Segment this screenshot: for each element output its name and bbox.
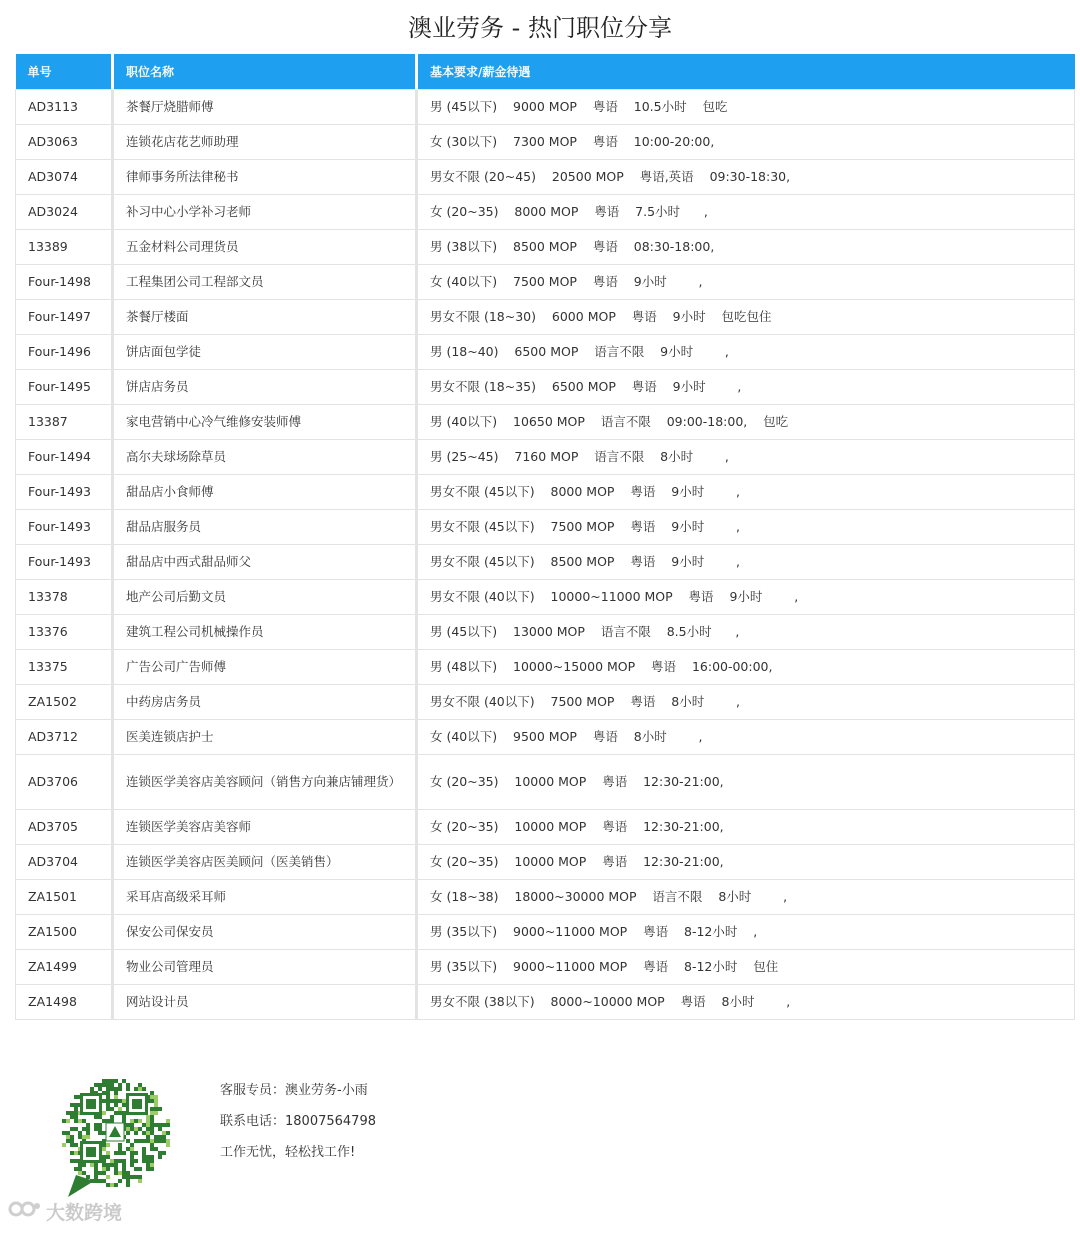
cell-requirements: 男 (18~40) 6500 MOP 语言不限 9小时 ,	[417, 335, 1075, 370]
cell-id: AD3063	[16, 125, 113, 160]
cell-id: AD3704	[16, 845, 113, 880]
cell-id: Four-1493	[16, 545, 113, 580]
watermark-text: 大数跨境	[46, 1201, 123, 1224]
cell-position: 中药房店务员	[113, 685, 417, 720]
cell-position: 网站设计员	[113, 985, 417, 1020]
cell-requirements: 男女不限 (45以下) 7500 MOP 粤语 9小时 ,	[417, 510, 1075, 545]
cell-requirements: 男 (45以下) 13000 MOP 语言不限 8.5小时 ,	[417, 615, 1075, 650]
cell-position: 地产公司后勤文员	[113, 580, 417, 615]
cell-position: 工程集团公司工程部文员	[113, 265, 417, 300]
cell-id: Four-1496	[16, 335, 113, 370]
logo-icon	[8, 1198, 42, 1225]
qr-code	[54, 1075, 174, 1200]
cell-id: Four-1495	[16, 370, 113, 405]
table-row	[16, 950, 1075, 985]
table-row	[16, 475, 1075, 510]
cell-id: Four-1494	[16, 440, 113, 475]
cell-requirements: 女 (30以下) 7300 MOP 粤语 10:00-20:00,	[417, 125, 1075, 160]
cell-id: Four-1493	[16, 510, 113, 545]
cell-position: 律师事务所法律秘书	[113, 160, 417, 195]
cell-requirements: 女 (40以下) 9500 MOP 粤语 8小时 ,	[417, 720, 1075, 755]
table-row	[16, 580, 1075, 615]
cell-id: 13387	[16, 405, 113, 440]
cell-position: 甜品店小食师傅	[113, 475, 417, 510]
table-row	[16, 545, 1075, 580]
cell-position: 医美连锁店护士	[113, 720, 417, 755]
cell-requirements: 男 (35以下) 9000~11000 MOP 粤语 8-12小时 ,	[417, 915, 1075, 950]
cell-position: 保安公司保安员	[113, 915, 417, 950]
table-row	[16, 810, 1075, 845]
cell-id: AD3024	[16, 195, 113, 230]
contact-agent: 客服专员：澳业劳务-小雨	[220, 1083, 368, 1098]
cell-requirements: 男女不限 (18~30) 6000 MOP 粤语 9小时 包吃包住	[417, 300, 1075, 335]
cell-requirements: 男女不限 (20~45) 20500 MOP 粤语,英语 09:30-18:30,	[417, 160, 1075, 195]
cell-id: AD3074	[16, 160, 113, 195]
cell-id: ZA1502	[16, 685, 113, 720]
cell-id: ZA1501	[16, 880, 113, 915]
contact-info	[220, 1080, 376, 1173]
cell-position: 连锁医学美容店美容顾问（销售方向兼店铺理货）	[113, 755, 417, 810]
cell-id: 13378	[16, 580, 113, 615]
cell-position: 连锁医学美容店美容师	[113, 810, 417, 845]
table-row	[16, 265, 1075, 300]
table-row	[16, 845, 1075, 880]
table-row	[16, 405, 1075, 440]
cell-id: Four-1498	[16, 265, 113, 300]
cell-requirements: 女 (20~35) 8000 MOP 粤语 7.5小时 ,	[417, 195, 1075, 230]
table-row	[16, 685, 1075, 720]
cell-id: AD3712	[16, 720, 113, 755]
cell-id: 13389	[16, 230, 113, 265]
contact-slogan: 工作无忧，轻松找工作!	[220, 1145, 356, 1160]
cell-requirements: 男 (25~45) 7160 MOP 语言不限 8小时 ,	[417, 440, 1075, 475]
table-row	[16, 125, 1075, 160]
cell-position: 饼店店务员	[113, 370, 417, 405]
cell-requirements: 女 (20~35) 10000 MOP 粤语 12:30-21:00,	[417, 845, 1075, 880]
cell-requirements: 男女不限 (40以下) 7500 MOP 粤语 8小时 ,	[417, 685, 1075, 720]
table-row	[16, 650, 1075, 685]
table-row	[16, 370, 1075, 405]
cell-position: 建筑工程公司机械操作员	[113, 615, 417, 650]
cell-position: 广告公司广告师傅	[113, 650, 417, 685]
column-header-position: 职位名称	[113, 54, 417, 90]
cell-id: AD3705	[16, 810, 113, 845]
table-row	[16, 720, 1075, 755]
cell-requirements: 男 (35以下) 9000~11000 MOP 粤语 8-12小时 包住	[417, 950, 1075, 985]
cell-requirements: 女 (18~38) 18000~30000 MOP 语言不限 8小时 ,	[417, 880, 1075, 915]
cell-position: 补习中心小学补习老师	[113, 195, 417, 230]
watermark	[8, 1195, 148, 1227]
cell-position: 甜品店服务员	[113, 510, 417, 545]
table-row	[16, 230, 1075, 265]
cell-position: 五金材料公司理货员	[113, 230, 417, 265]
contact-phone: 联系电话：18007564798	[220, 1114, 376, 1129]
cell-requirements: 女 (40以下) 7500 MOP 粤语 9小时 ,	[417, 265, 1075, 300]
table-header-row	[16, 54, 1075, 90]
cell-id: 13376	[16, 615, 113, 650]
page-title: 澳业劳务 - 热门职位分享	[408, 14, 672, 42]
cell-position: 高尔夫球场除草员	[113, 440, 417, 475]
table-row	[16, 985, 1075, 1020]
cell-position: 饼店面包学徒	[113, 335, 417, 370]
cell-position: 连锁花店花艺师助理	[113, 125, 417, 160]
cell-requirements: 男女不限 (40以下) 10000~11000 MOP 粤语 9小时 ,	[417, 580, 1075, 615]
table-row	[16, 300, 1075, 335]
cell-requirements: 男 (45以下) 9000 MOP 粤语 10.5小时 包吃	[417, 90, 1075, 125]
column-header-id: 单号	[16, 54, 113, 90]
cell-id: ZA1499	[16, 950, 113, 985]
table-row	[16, 615, 1075, 650]
cell-position: 连锁医学美容店医美顾问（医美销售）	[113, 845, 417, 880]
table-row	[16, 160, 1075, 195]
table-row	[16, 880, 1075, 915]
cell-id: 13375	[16, 650, 113, 685]
cell-position: 采耳店高级采耳师	[113, 880, 417, 915]
cell-requirements: 男女不限 (18~35) 6500 MOP 粤语 9小时 ,	[417, 370, 1075, 405]
cell-requirements: 男女不限 (45以下) 8500 MOP 粤语 9小时 ,	[417, 545, 1075, 580]
cell-requirements: 男女不限 (38以下) 8000~10000 MOP 粤语 8小时 ,	[417, 985, 1075, 1020]
table-row	[16, 510, 1075, 545]
cell-id: AD3706	[16, 755, 113, 810]
cell-position: 茶餐厅烧腊师傅	[113, 90, 417, 125]
table-row	[16, 90, 1075, 125]
cell-requirements: 男 (38以下) 8500 MOP 粤语 08:30-18:00,	[417, 230, 1075, 265]
table-row	[16, 440, 1075, 475]
cell-position: 甜品店中西式甜品师父	[113, 545, 417, 580]
cell-id: Four-1493	[16, 475, 113, 510]
cell-position: 物业公司管理员	[113, 950, 417, 985]
cell-position: 家电营销中心冷气维修安装师傅	[113, 405, 417, 440]
table-row	[16, 755, 1075, 810]
cell-requirements: 男女不限 (45以下) 8000 MOP 粤语 9小时 ,	[417, 475, 1075, 510]
column-header-requirements: 基本要求/薪金待遇	[417, 54, 1075, 90]
cell-requirements: 男 (40以下) 10650 MOP 语言不限 09:00-18:00, 包吃	[417, 405, 1075, 440]
cell-id: Four-1497	[16, 300, 113, 335]
cell-position: 茶餐厅楼面	[113, 300, 417, 335]
cell-id: AD3113	[16, 90, 113, 125]
table-body	[16, 90, 1075, 1020]
cell-requirements: 女 (20~35) 10000 MOP 粤语 12:30-21:00,	[417, 810, 1075, 845]
jobs-table	[15, 54, 1075, 1020]
cell-id: ZA1500	[16, 915, 113, 950]
cell-id: ZA1498	[16, 985, 113, 1020]
table-row	[16, 335, 1075, 370]
cell-requirements: 女 (20~35) 10000 MOP 粤语 12:30-21:00,	[417, 755, 1075, 810]
table-row	[16, 195, 1075, 230]
cell-requirements: 男 (48以下) 10000~15000 MOP 粤语 16:00-00:00,	[417, 650, 1075, 685]
table-row	[16, 915, 1075, 950]
